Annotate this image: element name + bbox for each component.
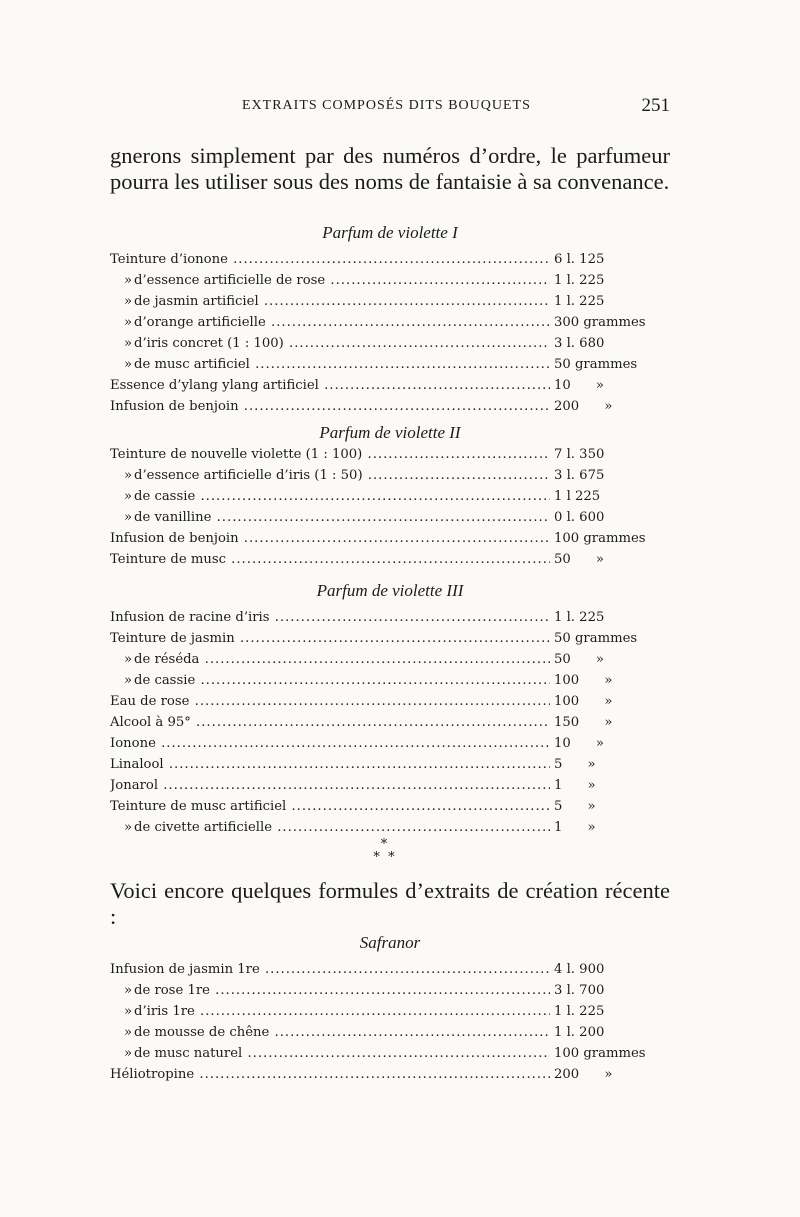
section-title: Parfum de violette I: [322, 223, 458, 242]
ingredient-name: Teinture d’ionone .....: [110, 249, 550, 270]
ingredient-name: Infusion de racine d’iris .....: [110, 607, 550, 628]
formula-row: [110, 691, 670, 712]
ingredient-name: Teinture de musc .....: [110, 549, 550, 570]
formula-row: [110, 396, 670, 417]
formula-table: [110, 444, 670, 570]
formula-row: [110, 528, 670, 549]
ingredient-name: de jasmin artificiel .....: [134, 291, 550, 312]
ingredient-name: Infusion de benjoin .....: [110, 528, 550, 549]
ditto-mark: »: [124, 336, 133, 351]
ditto-mark: »: [124, 489, 133, 504]
ditto-mark: »: [124, 294, 133, 309]
ditto-mark: »: [124, 273, 133, 288]
ingredient-quantity: 100 grammes: [554, 1046, 646, 1061]
ingredient-quantity: 100 »: [554, 694, 613, 709]
ingredient-quantity: 1 l. 200: [554, 1025, 605, 1040]
ditto-mark: »: [124, 357, 133, 372]
ingredient-quantity: 300 grammes: [554, 315, 646, 330]
ingredient-quantity: 50 »: [554, 552, 605, 567]
formula-row: [110, 796, 670, 817]
ingredient-quantity: 50 grammes: [554, 357, 638, 372]
ditto-mark: »: [124, 315, 133, 330]
ingredient-quantity: 1 l. 225: [554, 1004, 605, 1019]
formula-row: [110, 1001, 670, 1022]
ingredient-name: de réséda .....: [134, 649, 550, 670]
ingredient-quantity: 1 l 225: [554, 489, 601, 504]
formula-row: [110, 507, 670, 528]
ingredient-name: de vanilline .....: [134, 507, 550, 528]
ingredient-quantity: 1 »: [554, 778, 596, 793]
ingredient-name: d’iris 1re .....: [134, 1001, 550, 1022]
ingredient-name: Teinture de jasmin .....: [110, 628, 550, 649]
ingredient-quantity: 50 »: [554, 652, 605, 667]
formula-row: [110, 1064, 670, 1085]
formula-row: [110, 354, 670, 375]
ingredient-quantity: 3 l. 675: [554, 468, 605, 483]
ingredient-quantity: 100 »: [554, 673, 613, 688]
ingredient-name: Linalool .....: [110, 754, 550, 775]
section-title: Parfum de violette II: [319, 423, 461, 442]
formula-row: [110, 754, 670, 775]
ditto-mark: »: [124, 1025, 133, 1040]
formula-row: [110, 375, 670, 396]
ingredient-name: Ionone .....: [110, 733, 550, 754]
ingredient-name: Héliotropine .....: [110, 1064, 550, 1085]
formula-row: [110, 670, 670, 691]
ingredient-quantity: 0 l. 600: [554, 510, 605, 525]
ingredient-quantity: 200 »: [554, 1067, 613, 1082]
formula-row: [110, 270, 670, 291]
ingredient-quantity: 1 »: [554, 820, 596, 835]
formula-table: [110, 249, 670, 417]
formula-row: [110, 733, 670, 754]
ingredient-quantity: 3 l. 680: [554, 336, 605, 351]
ditto-mark: »: [124, 983, 133, 998]
section-title: Safranor: [359, 933, 421, 952]
formula-row: [110, 649, 670, 670]
ingredient-quantity: 10 »: [554, 736, 605, 751]
closing-paragraph: Voici encore quelques formules d’extraits de création récente :: [110, 878, 670, 929]
formula-row: [110, 607, 670, 628]
formula-row: [110, 291, 670, 312]
ingredient-name: de cassie .....: [134, 670, 550, 691]
ingredient-name: de musc artificiel .....: [134, 354, 550, 375]
ingredient-name: de mousse de chêne .....: [134, 1022, 550, 1043]
ingredient-quantity: 10 »: [554, 378, 605, 393]
ingredient-quantity: 150 »: [554, 715, 613, 730]
intro-paragraph: gnerons simplement par des numéros d’ordre, le parfumeur pourra les utiliser sous des noms de fantaisie à sa convenance.: [110, 143, 670, 194]
ditto-mark: »: [124, 510, 133, 525]
ditto-mark: »: [124, 820, 133, 835]
ingredient-quantity: 100 grammes: [554, 531, 646, 546]
formula-row: [110, 817, 670, 838]
ingredient-quantity: 200 »: [554, 399, 613, 414]
ditto-mark: »: [124, 468, 133, 483]
formula-row: [110, 628, 670, 649]
ingredient-quantity: 4 l. 900: [554, 962, 605, 977]
ingredient-name: de civette artificielle .....: [134, 817, 550, 838]
ditto-mark: »: [124, 673, 133, 688]
page-number: 251: [641, 95, 670, 116]
asterism-star: *: [380, 837, 388, 852]
formula-table: [110, 607, 670, 838]
ingredient-name: d’essence artificielle de rose .....: [134, 270, 550, 291]
ingredient-quantity: 1 l. 225: [554, 294, 605, 309]
ingredient-quantity: 7 l. 350: [554, 447, 605, 462]
formula-row: [110, 444, 670, 465]
formula-row: [110, 465, 670, 486]
ingredient-quantity: 50 grammes: [554, 631, 638, 646]
formula-row: [110, 980, 670, 1001]
formula-row: [110, 249, 670, 270]
formula-row: [110, 959, 670, 980]
ingredient-name: de rose 1re .....: [134, 980, 550, 1001]
ingredient-name: Essence d’ylang ylang artificiel .....: [110, 375, 550, 396]
ingredient-quantity: 6 l. 125: [554, 252, 605, 267]
ingredient-quantity: 5 »: [554, 799, 596, 814]
formula-row: [110, 549, 670, 570]
ingredient-name: de cassie .....: [134, 486, 550, 507]
formula-row: [110, 312, 670, 333]
formula-row: [110, 1043, 670, 1064]
formula-row: [110, 712, 670, 733]
asterism-stars: * *: [373, 850, 395, 865]
ingredient-quantity: 3 l. 700: [554, 983, 605, 998]
ingredient-quantity: 1 l. 225: [554, 273, 605, 288]
formula-row: [110, 333, 670, 354]
section-title: Parfum de violette III: [316, 581, 464, 600]
ditto-mark: »: [124, 652, 133, 667]
ingredient-quantity: 1 l. 225: [554, 610, 605, 625]
ingredient-name: de musc naturel .....: [134, 1043, 550, 1064]
ingredient-name: Teinture de musc artificiel .....: [110, 796, 550, 817]
ingredient-quantity: 5 »: [554, 757, 596, 772]
ditto-mark: »: [124, 1046, 133, 1061]
formula-row: [110, 775, 670, 796]
formula-table: [110, 959, 670, 1085]
ingredient-name: Infusion de benjoin .....: [110, 396, 550, 417]
running-title: EXTRAITS COMPOSÉS DITS BOUQUETS: [242, 98, 531, 113]
ingredient-name: Alcool à 95° .....: [110, 712, 550, 733]
asterism-separator: [364, 838, 404, 872]
ingredient-name: Infusion de jasmin 1re .....: [110, 959, 550, 980]
ingredient-name: Eau de rose .....: [110, 691, 550, 712]
ingredient-name: d’orange artificielle .....: [134, 312, 550, 333]
ingredient-name: Jonarol .....: [110, 775, 550, 796]
formula-row: [110, 486, 670, 507]
ingredient-name: d’iris concret (1 : 100) .....: [134, 333, 550, 354]
ditto-mark: »: [124, 1004, 133, 1019]
ingredient-name: Teinture de nouvelle violette (1 : 100) .....: [110, 444, 550, 465]
ingredient-name: d’essence artificielle d’iris (1 : 50) .....: [134, 465, 550, 486]
formula-row: [110, 1022, 670, 1043]
